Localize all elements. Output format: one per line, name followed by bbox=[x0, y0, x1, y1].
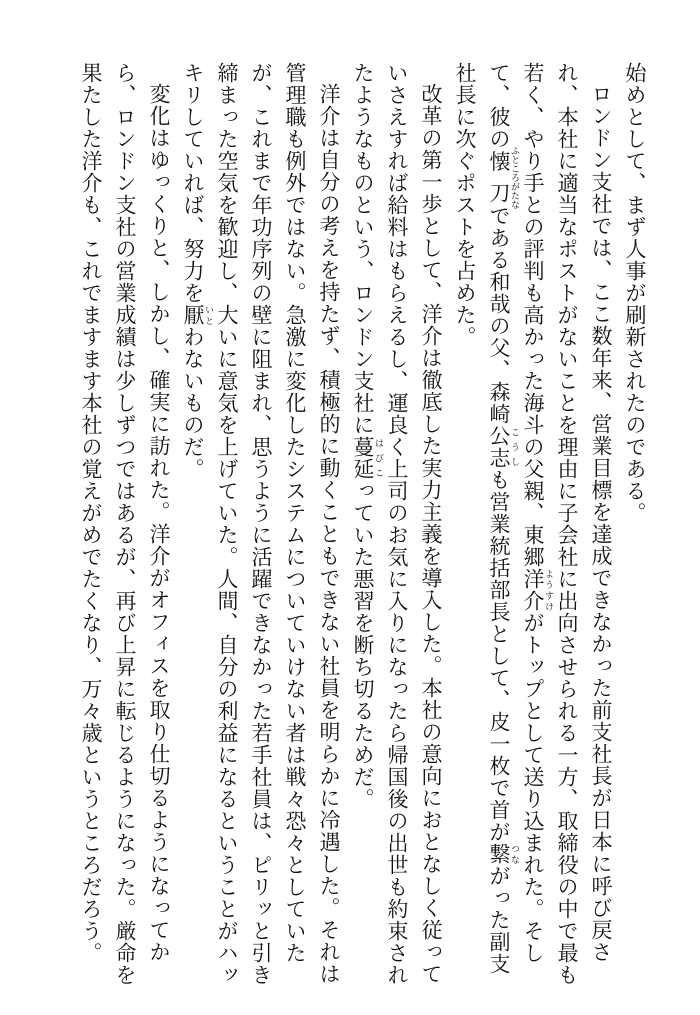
text-run: わないものだ。 bbox=[181, 326, 205, 480]
ruby-annotated-word bbox=[487, 425, 520, 469]
text-run: がトップとして送り込まれた。そして、彼の bbox=[487, 62, 545, 964]
paragraph bbox=[346, 62, 448, 990]
ruby-base: 洋介 bbox=[521, 568, 545, 612]
text-run: 洋介は自分の考えを持たず、積極的に動くこともできない社員を明らかに冷遇した。それは管理職も例外ではない。急激に変化したシステムについていけない者は戦々恐々としていたが、これまで年功序列の壁に阻まれ、思うように活躍できなかった若手社員は、ピリッと引き締まった空気を歓迎し、大いに意気を上げていた。人間、自分の利益になるということがハッキリしていれば、努力を bbox=[181, 62, 341, 986]
ruby-annotated-word bbox=[351, 436, 384, 480]
ruby-text: いと bbox=[204, 304, 214, 326]
ruby-annotated-word bbox=[181, 304, 214, 326]
ruby-base: 厭 bbox=[181, 304, 205, 326]
ruby-text: つな bbox=[510, 843, 520, 865]
ruby-text: はびこ bbox=[374, 436, 384, 480]
ruby-annotated-word bbox=[487, 843, 520, 865]
text-run: も営業統括部長として、皮一枚で首が bbox=[487, 469, 511, 843]
paragraph bbox=[448, 62, 618, 990]
body-text bbox=[74, 62, 652, 990]
ruby-annotated-word bbox=[487, 146, 520, 209]
paragraph bbox=[176, 62, 346, 990]
ruby-text: ようすけ bbox=[544, 568, 554, 612]
ruby-annotated-word bbox=[521, 568, 554, 612]
paragraph bbox=[618, 62, 652, 990]
text-run: がった副支社長に次ぐポストを占めた。 bbox=[453, 62, 511, 975]
ruby-base: 懐刀 bbox=[487, 146, 511, 209]
text-run: ロンドン支社では、ここ数年来、営業目標を達成できなかった前支社長が日本に呼び戻され、本社に適当なポストがないことを理由に子会社に出向させられる一方、取締役の中で最も若く、やり手との評判も高かった海斗の父親、東郷 bbox=[521, 62, 613, 986]
text-run: 変化はゆっくりと、しかし、確実に訪れた。洋介がオフィスを取り仕切るようになってから、ロンドン支社の営業成績は少しずつではあるが、再び上昇に転じるようになった。厳命を果たした洋介も、これでますます本社の覚えがめでたくなり、万々歳というところだろう。 bbox=[79, 62, 171, 986]
ruby-text: ふところがたな bbox=[510, 146, 520, 209]
text-run: である和哉の父、森崎 bbox=[487, 205, 511, 425]
text-run: 始めとして、まず人事が刷新されたのである。 bbox=[623, 62, 647, 524]
text-run: 改革の第一歩として、洋介は徹底した実力主義を導入した。本社の意向におとなしく従っていさえすれば給料はもらえるし、運良く上司のお気に入りになったら帰国後の出世も約束されたようなものという、ロンドン支社に bbox=[351, 62, 443, 986]
ruby-base: 公志 bbox=[487, 425, 511, 469]
paragraph bbox=[74, 62, 176, 990]
ruby-base: 繋 bbox=[487, 843, 511, 865]
ruby-base: 蔓延 bbox=[351, 436, 375, 480]
text-run: っていた悪習を断ち切るためだ。 bbox=[351, 480, 375, 810]
ruby-text: こうし bbox=[510, 425, 520, 469]
